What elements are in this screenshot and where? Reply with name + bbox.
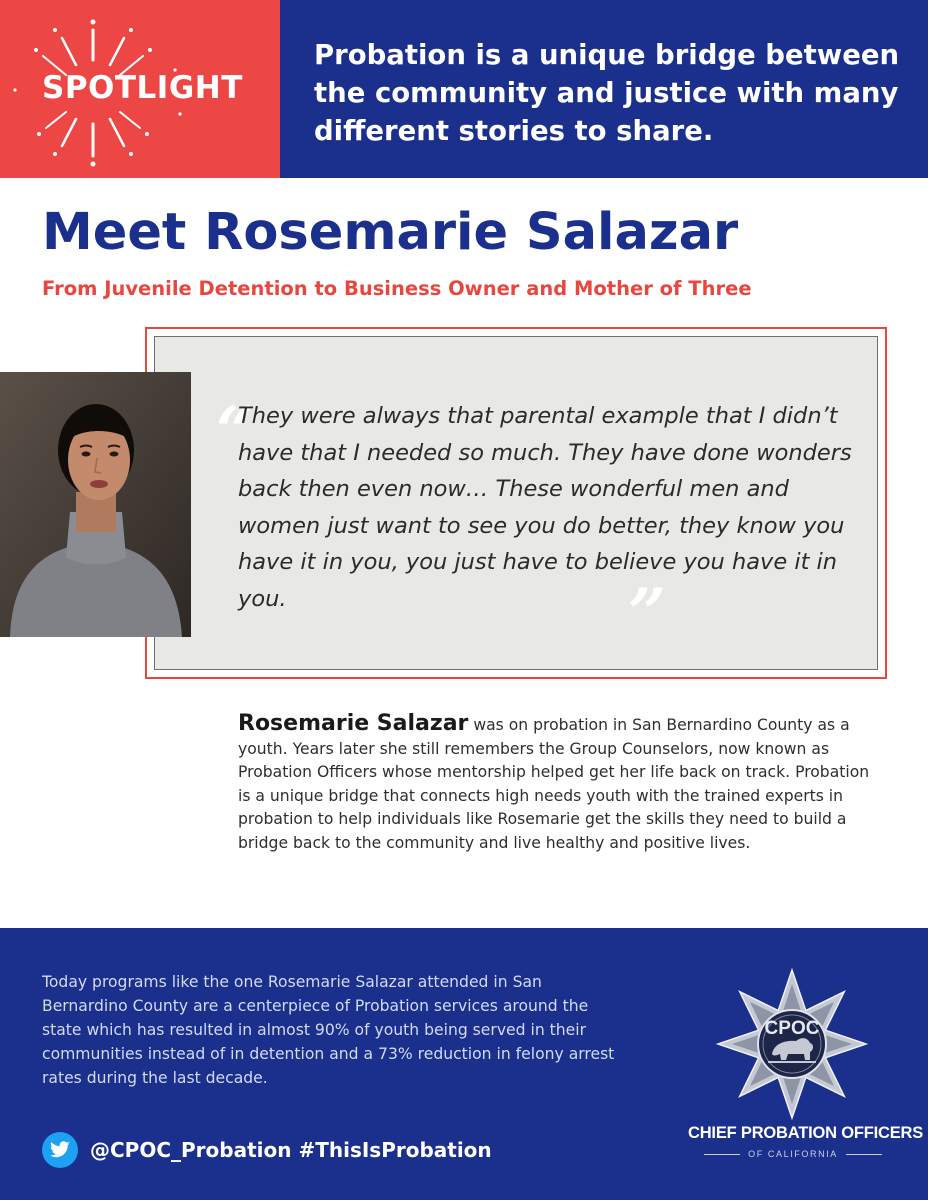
- org-rule-left: [704, 1154, 740, 1155]
- bio-name: Rosemarie Salazar: [238, 711, 469, 736]
- org-name: CHIEF PROBATION OFFICERS: [688, 1124, 924, 1142]
- spotlight-logo: [0, 0, 280, 178]
- bio-paragraph: [238, 712, 878, 855]
- page-title: Meet Rosemarie Salazar: [42, 203, 739, 262]
- page-subtitle: From Juvenile Detention to Business Owner and Mother of Three: [42, 277, 752, 300]
- org-rule-right: [846, 1154, 882, 1155]
- header-tagline: Probation is a unique bridge between the community and justice with many different stories to share.: [314, 39, 900, 147]
- footer-text: Today programs like the one Rosemarie Salazar attended in San Bernardino County are a centerpiece of Probation services around the state which has resulted in almost 90% of youth being served in their communities instead of in detention and a 73% reduction in felony arrest rates during the last decade.: [42, 973, 615, 1087]
- spotlight-wordmark: SPOTLIGHT: [42, 70, 243, 106]
- header: [0, 0, 928, 178]
- org-subtitle: OF CALIFORNIA: [748, 1149, 838, 1159]
- header-band: [280, 0, 928, 178]
- bio-text: was on probation in San Bernardino County as a youth. Years later she still remembers the Group Counselors, now known as Probation Officers whose mentorship helped get her life back on track. Probation is a unique bridge that connects high needs youth with the trained experts in probation to help individuals like Rosemarie get the skills they need to build a bridge back to the community and live healthy and positive lives.: [238, 716, 870, 852]
- social-handle-row: [42, 1130, 492, 1170]
- close-quote-mark: ”: [628, 574, 666, 652]
- portrait-photo: [0, 372, 191, 637]
- social-handle-text[interactable]: @CPOC_Probation #ThisIsProbation: [90, 1138, 492, 1162]
- portrait-photo-illustration: [0, 372, 191, 637]
- org-subtitle-row: [688, 1147, 898, 1161]
- quote-text: They were always that parental example that I didn’t have that I needed so much. They have done wonders back then even now… These wonderful men and women just want to see you do better, they know you have it in you, you just have to believe you have it in you.: [238, 403, 852, 612]
- twitter-bird-icon[interactable]: [42, 1132, 78, 1168]
- cpoc-star-badge-icon: [716, 968, 868, 1120]
- badge-wordmark: CPOC: [764, 1018, 820, 1039]
- open-quote-mark: “: [216, 392, 254, 470]
- twitter-bird-glyph: [49, 1141, 71, 1159]
